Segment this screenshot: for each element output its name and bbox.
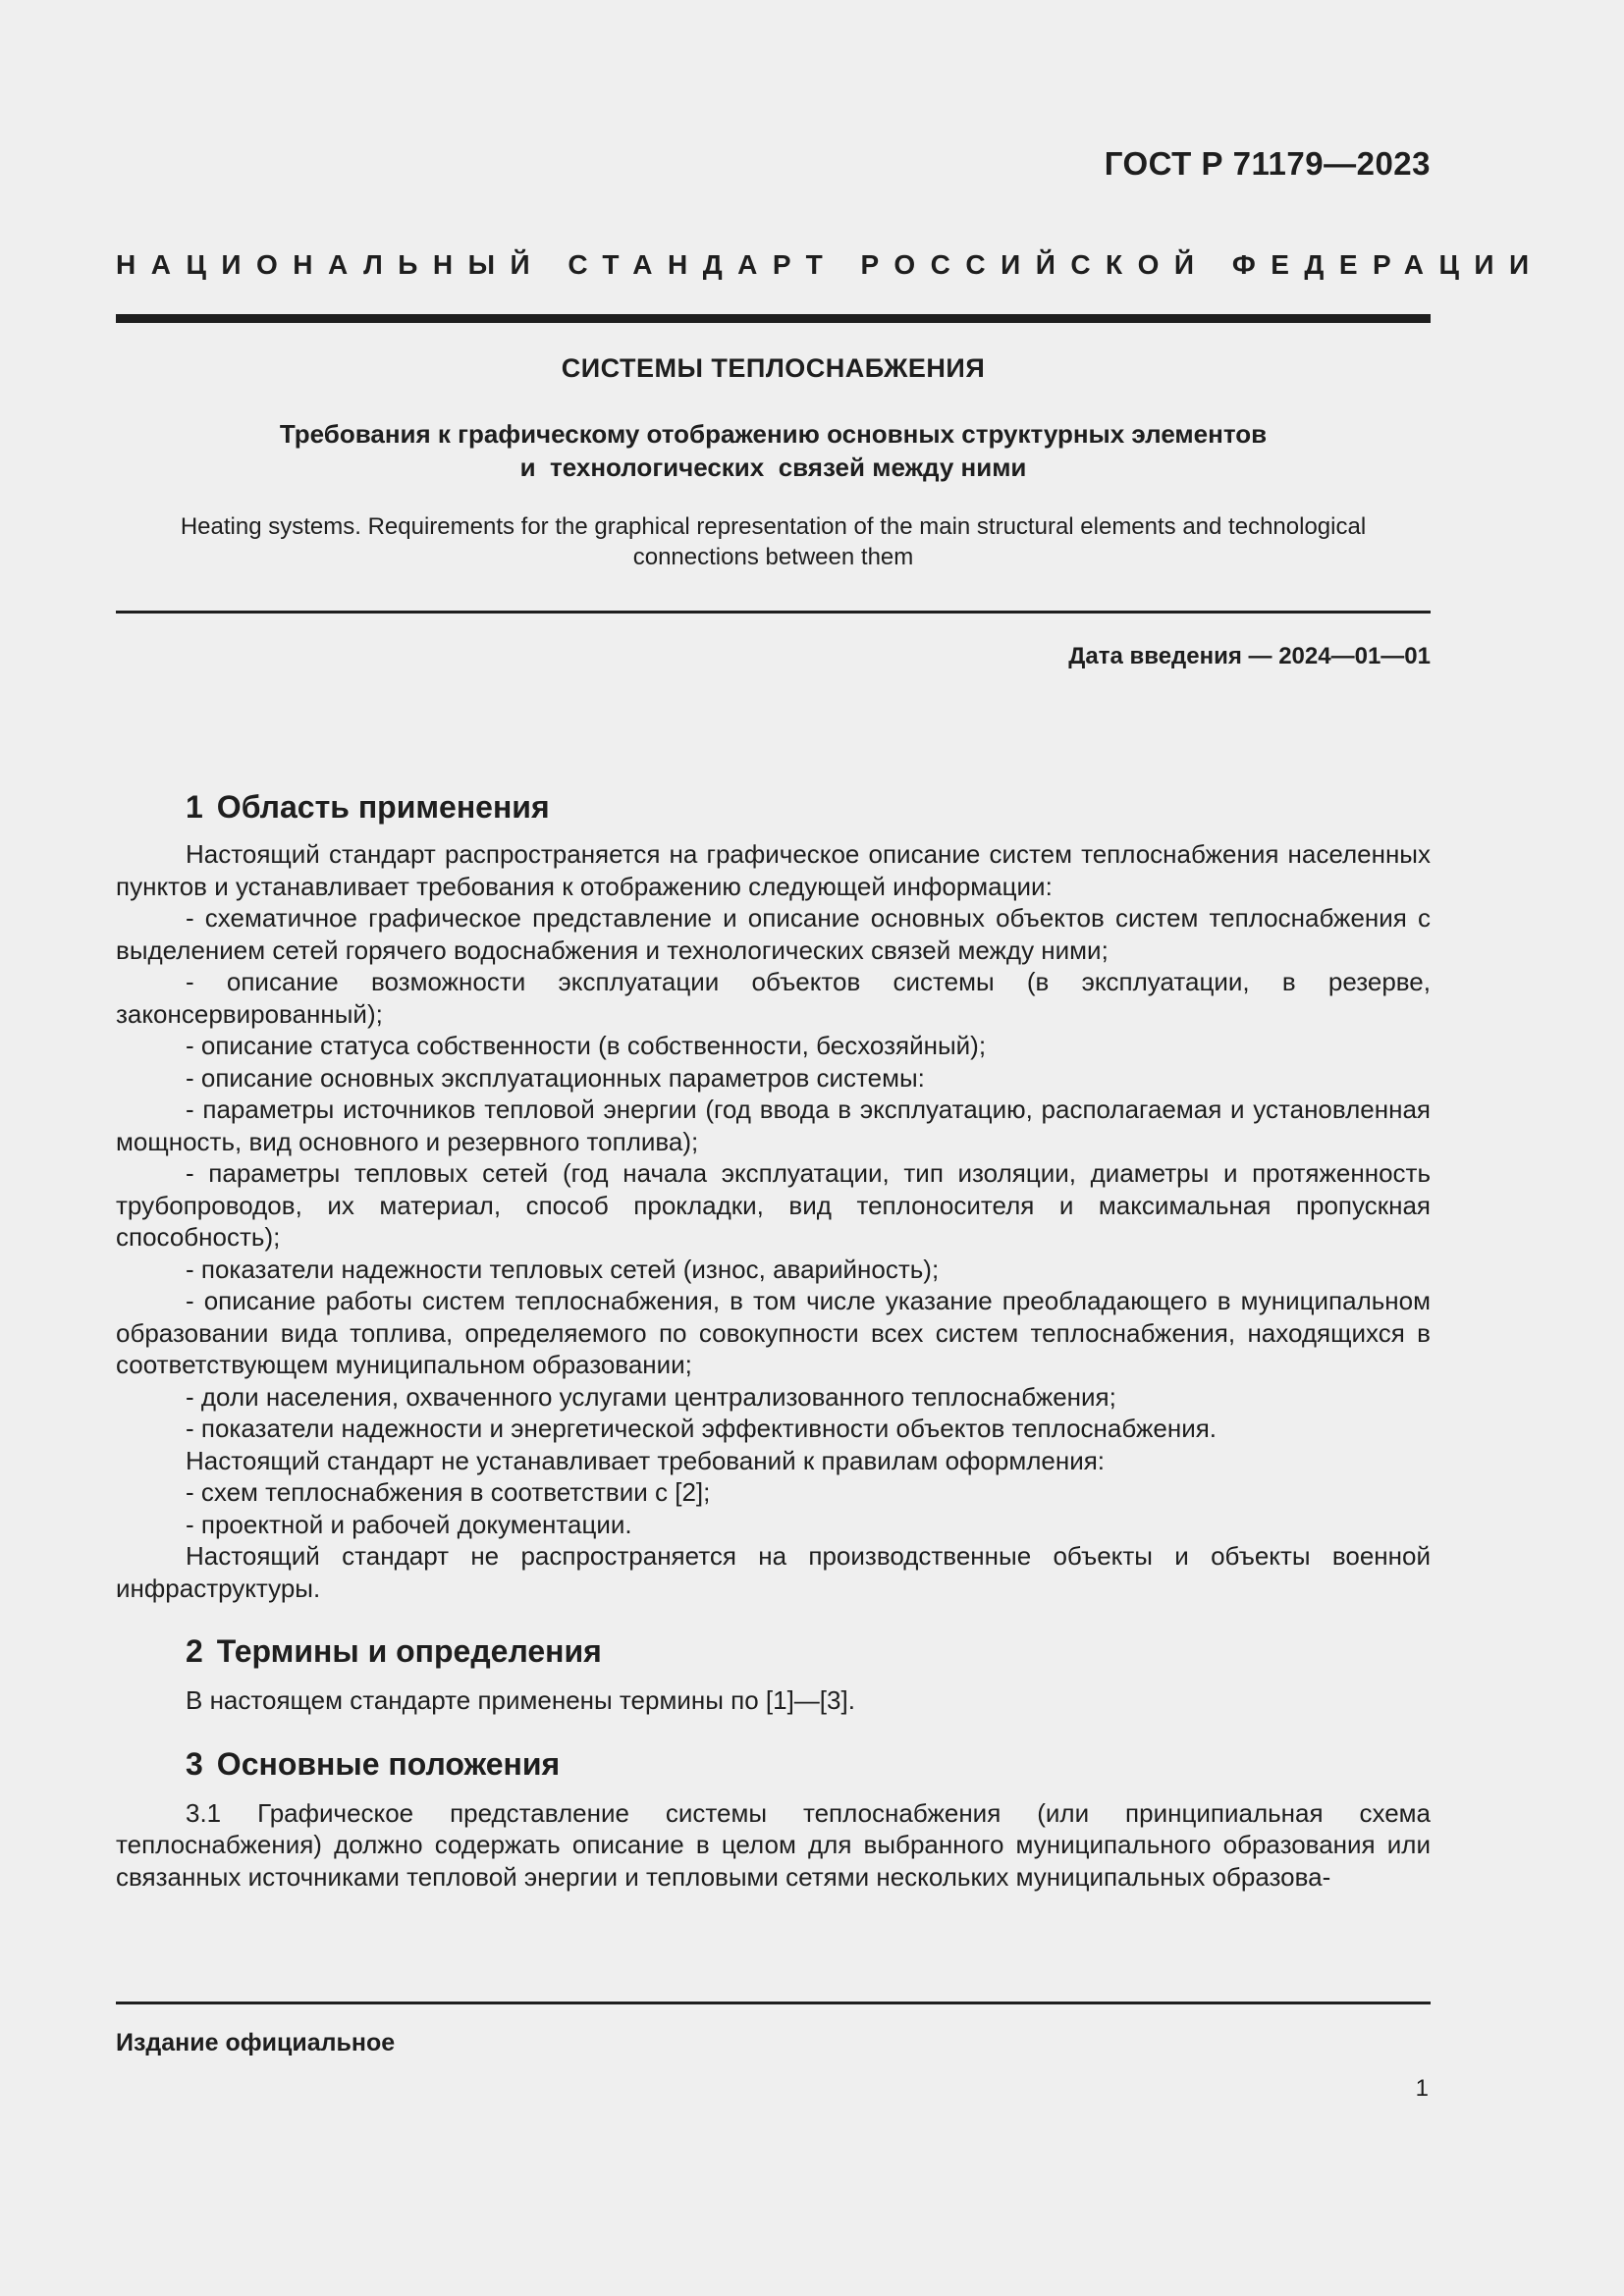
section-number: 2 xyxy=(186,1633,203,1669)
english-title-line: connections between them xyxy=(632,544,914,570)
list-item: - описание основных эксплуатационных параметров системы: xyxy=(186,1062,925,1093)
section-heading xyxy=(116,1629,1431,1673)
list-item: - описание работы систем теплоснабжения, в том числе указание преобладающего в муниципальном образовании вида топлива, определяемого по совокупности всех систем теплоснабжения, находящихся в соответствующем муниципальном образовании; xyxy=(116,1286,1431,1379)
subtitle-line: Требования к графическому отображению основных структурных элементов xyxy=(279,419,1268,449)
document-body xyxy=(116,785,1431,1893)
list-item: - описание возможности эксплуатации объектов системы (в эксплуатации, в резерве, законсервированный); xyxy=(116,967,1431,1029)
national-standard-banner: НАЦИОНАЛЬНЫЙ СТАНДАРТ РОССИЙСКОЙ ФЕДЕРАЦИИ xyxy=(116,249,1544,280)
introduction-date: Дата введения — 2024—01—01 xyxy=(1068,643,1431,669)
section-title: Термины и определения xyxy=(216,1633,602,1669)
english-title xyxy=(116,511,1431,572)
paragraph: 3.1 Графическое представление системы теплоснабжения (или принципиальная схема теплоснабжения) должно содержать описание в целом для выбранного муниципального образования или связанных источниками тепловой энергии и тепловыми сетями нескольких муниципальных образова- xyxy=(116,1797,1431,1892)
section-number: 3 xyxy=(186,1745,203,1782)
page-number: 1 xyxy=(1415,2075,1429,2102)
list-item: - параметры источников тепловой энергии (год ввода в эксплуатацию, располагаемая и установленная мощность, вид основного и резервного топлива); xyxy=(116,1095,1431,1156)
section-heading xyxy=(116,1742,1431,1786)
edition-label: Издание официальное xyxy=(116,2029,396,2056)
english-title-line: Heating systems. Requirements for the graphical representation of the main structural elements and technological xyxy=(180,513,1367,540)
paragraph: Настоящий стандарт распространяется на графическое описание систем теплоснабжения населенных пунктов и устанавливает требования к отображению следующей информации: xyxy=(116,839,1431,901)
document-subtitle xyxy=(116,417,1431,484)
section-heading xyxy=(116,785,1431,828)
list-item: - параметры тепловых сетей (год начала эксплуатации, тип изоляции, диаметры и протяженность трубопроводов, их материал, способ прокладки, вид теплоносителя и максимальная пропускная способность); xyxy=(116,1158,1431,1252)
title-bottom-rule xyxy=(116,611,1431,614)
section-number: 1 xyxy=(186,789,203,825)
footer-rule xyxy=(116,2002,1431,2004)
list-item: - проектной и рабочей документации. xyxy=(186,1509,632,1539)
subtitle-line: и технологических связей между ними xyxy=(519,453,1027,482)
header-thick-rule xyxy=(116,314,1431,323)
list-item: - описание статуса собственности (в собственности, бесхозяйный); xyxy=(186,1031,987,1060)
list-item: - показатели надежности тепловых сетей (износ, аварийность); xyxy=(186,1254,940,1284)
list-item: - схематичное графическое представление и описание основных объектов систем теплоснабжения с выделением сетей горячего водоснабжения и технологических связей между ними; xyxy=(116,903,1431,965)
section-title: Область применения xyxy=(216,789,550,825)
paragraph: Настоящий стандарт не устанавливает требований к правилам оформления: xyxy=(186,1445,1106,1475)
gost-number: ГОСТ Р 71179—2023 xyxy=(1104,145,1431,182)
list-item: - доли населения, охваченного услугами централизованного теплоснабжения; xyxy=(186,1381,1116,1412)
list-item: - схем теплоснабжения в соответствии с [2]; xyxy=(186,1477,711,1507)
section-title: Основные положения xyxy=(216,1745,561,1782)
paragraph: В настоящем стандарте применены термины по [1]—[3]. xyxy=(186,1685,855,1715)
list-item: - показатели надежности и энергетической эффективности объектов теплоснабжения. xyxy=(186,1414,1218,1443)
paragraph: Настоящий стандарт не распространяется на производственные объекты и объекты военной инфраструктуры. xyxy=(116,1541,1431,1603)
document-title: СИСТЕМЫ ТЕПЛОСНАБЖЕНИЯ xyxy=(561,353,986,383)
